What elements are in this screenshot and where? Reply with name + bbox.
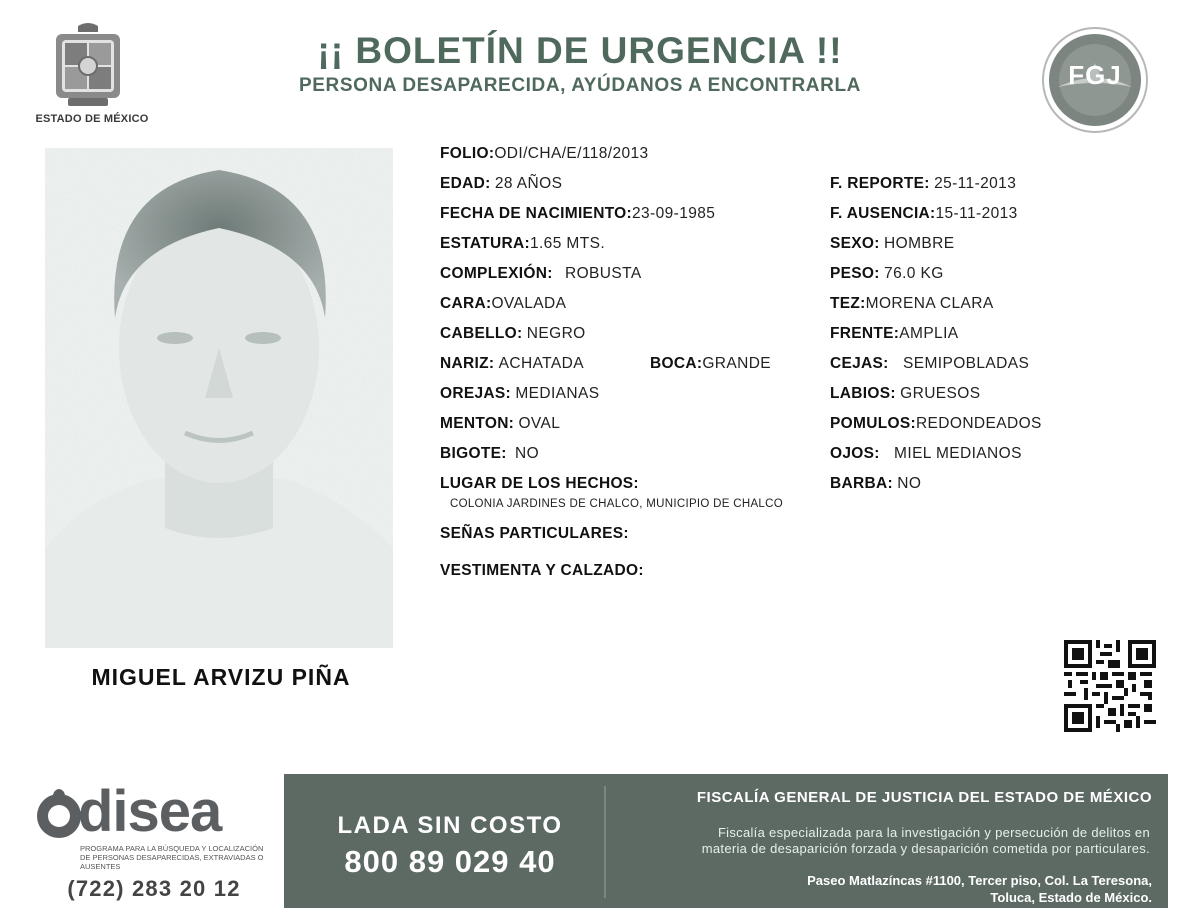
- field-ojos-label: OJOS:: [830, 445, 880, 462]
- field-senas: [440, 525, 629, 543]
- odisea-phone[interactable]: (722) 283 20 12: [67, 876, 241, 901]
- state-coat-of-arms-icon: [48, 22, 128, 108]
- org-address: [610, 872, 1152, 906]
- field-ojos: [830, 445, 1022, 463]
- field-pomulos: [830, 415, 1042, 433]
- field-edad-label: EDAD:: [440, 175, 491, 192]
- field-vestimenta-label: VESTIMENTA Y CALZADO:: [440, 562, 644, 579]
- field-barba-value: NO: [897, 475, 922, 492]
- field-barba: [830, 475, 921, 493]
- field-boca-label: BOCA:: [650, 355, 703, 372]
- fgj-logo-text: FGJ: [1068, 60, 1122, 90]
- field-complexion-label: COMPLEXIÓN:: [440, 265, 553, 282]
- bulletin-subtitle: PERSONA DESAPARECIDA, AYÚDANOS A ENCONTRARLA: [299, 75, 861, 96]
- field-cabello-label: CABELLO:: [440, 325, 523, 342]
- field-cejas: [830, 355, 1029, 373]
- org-address-line-1: Paseo Matlazíncas #1100, Tercer piso, Col. La Teresona,: [807, 873, 1152, 888]
- field-complexion-value: ROBUSTA: [564, 265, 642, 282]
- field-estatura: [440, 235, 605, 253]
- field-vestimenta: [440, 562, 644, 580]
- field-ojos-value: MIEL MEDIANOS: [894, 445, 1022, 462]
- field-peso-label: PESO:: [830, 265, 880, 282]
- field-complexion: [440, 265, 642, 283]
- odisea-wordmark: disea: [78, 779, 222, 844]
- field-lugar-hechos-value: COLONIA JARDINES DE CHALCO, MUNICIPIO DE CHALCO: [450, 498, 783, 510]
- field-peso-value: 76.0 KG: [884, 265, 944, 282]
- field-bigote: [440, 445, 539, 463]
- lada-sin-costo-label: LADA SIN COSTO: [337, 812, 563, 839]
- field-labios: [830, 385, 980, 403]
- field-labios-value: GRUESOS: [900, 385, 981, 402]
- odisea-description: PROGRAMA PARA LA BÚSQUEDA Y LOCALIZACIÓN DE PERSONAS DESAPARECIDAS, EXTRAVIADAS O AUSENTES: [80, 844, 264, 871]
- qr-code-icon[interactable]: [1064, 640, 1156, 732]
- field-bigote-value: NO: [515, 445, 540, 462]
- field-cabello: [440, 325, 586, 343]
- field-lugar-hechos: [440, 475, 639, 493]
- field-boca: [650, 355, 771, 373]
- org-description-line-1: Fiscalía especializada para la investigación y persecución de delitos en: [717, 825, 1150, 840]
- field-menton: [440, 415, 560, 433]
- field-tez-value: MORENA CLARA: [865, 295, 994, 312]
- field-f-reporte: [830, 175, 1016, 193]
- field-folio-label: FOLIO:: [440, 145, 495, 162]
- field-fecha-nacimiento: [440, 205, 715, 223]
- field-cara-label: CARA:: [440, 295, 492, 312]
- field-tez-label: TEZ:: [830, 295, 866, 312]
- org-name: FISCALÍA GENERAL DE JUSTICIA DEL ESTADO DE MÉXICO: [696, 789, 1152, 806]
- field-f-ausencia-label: F. AUSENCIA:: [830, 205, 936, 222]
- field-folio: [440, 145, 649, 163]
- odisea-map-pin-icon: [36, 786, 82, 848]
- field-f-reporte-value: 25-11-2013: [934, 175, 1017, 192]
- org-address-line-2: Toluca, Estado de México.: [990, 890, 1152, 905]
- field-edad-value: 28 AÑOS: [494, 175, 563, 192]
- field-cejas-label: CEJAS:: [830, 355, 889, 372]
- field-senas-label: SEÑAS PARTICULARES:: [440, 525, 629, 542]
- field-nariz-value: ACHATADA: [498, 355, 584, 372]
- field-frente-label: FRENTE:: [830, 325, 900, 342]
- field-frente-value: AMPLIA: [899, 325, 959, 342]
- org-description-line-2: materia de desaparición forzada y desaparición cometida por particulares.: [701, 841, 1150, 856]
- field-labios-label: LABIOS:: [830, 385, 896, 402]
- field-nariz-label: NARIZ:: [440, 355, 495, 372]
- field-barba-label: BARBA:: [830, 475, 893, 492]
- field-edad: [440, 175, 562, 193]
- field-bigote-label: BIGOTE:: [440, 445, 507, 462]
- state-name: ESTADO DE MÉXICO: [35, 113, 149, 125]
- field-fecha-nacimiento-label: FECHA DE NACIMIENTO:: [440, 205, 632, 222]
- field-cara: [440, 295, 566, 313]
- field-fecha-nacimiento-value: 23-09-1985: [632, 205, 716, 222]
- field-boca-value: GRANDE: [702, 355, 772, 372]
- field-sexo-label: SEXO:: [830, 235, 880, 252]
- field-orejas-value: MEDIANAS: [515, 385, 600, 402]
- lada-phone-number[interactable]: 800 89 029 40: [344, 844, 556, 879]
- field-pomulos-label: POMULOS:: [830, 415, 916, 432]
- field-nariz: [440, 355, 584, 373]
- field-sexo: [830, 235, 954, 253]
- field-f-ausencia-value: 15-11-2013: [935, 205, 1018, 222]
- person-photo: [45, 148, 393, 648]
- field-f-reporte-label: F. REPORTE:: [830, 175, 930, 192]
- field-cara-value: OVALADA: [491, 295, 567, 312]
- person-name: MIGUEL ARVIZU PIÑA: [91, 664, 351, 690]
- field-sexo-value: HOMBRE: [884, 235, 955, 252]
- field-lugar-hechos-label: LUGAR DE LOS HECHOS:: [440, 475, 639, 492]
- field-menton-label: MENTON:: [440, 415, 515, 432]
- org-description: [610, 825, 1150, 857]
- footer-divider: [604, 786, 606, 898]
- field-estatura-label: ESTATURA:: [440, 235, 530, 252]
- field-cejas-value: SEMIPOBLADAS: [902, 355, 1030, 372]
- bulletin-title: ¡¡ BOLETÍN DE URGENCIA !!: [317, 30, 843, 71]
- field-orejas: [440, 385, 600, 403]
- field-menton-value: OVAL: [518, 415, 561, 432]
- field-orejas-label: OREJAS:: [440, 385, 512, 402]
- field-f-ausencia: [830, 205, 1018, 223]
- field-estatura-value: 1.65 MTS.: [529, 235, 606, 252]
- field-frente: [830, 325, 959, 343]
- field-peso: [830, 265, 944, 283]
- field-folio-value: ODI/CHA/E/118/2013: [494, 145, 649, 162]
- field-pomulos-value: REDONDEADOS: [915, 415, 1042, 432]
- field-cabello-value: NEGRO: [526, 325, 586, 342]
- field-tez: [830, 295, 994, 313]
